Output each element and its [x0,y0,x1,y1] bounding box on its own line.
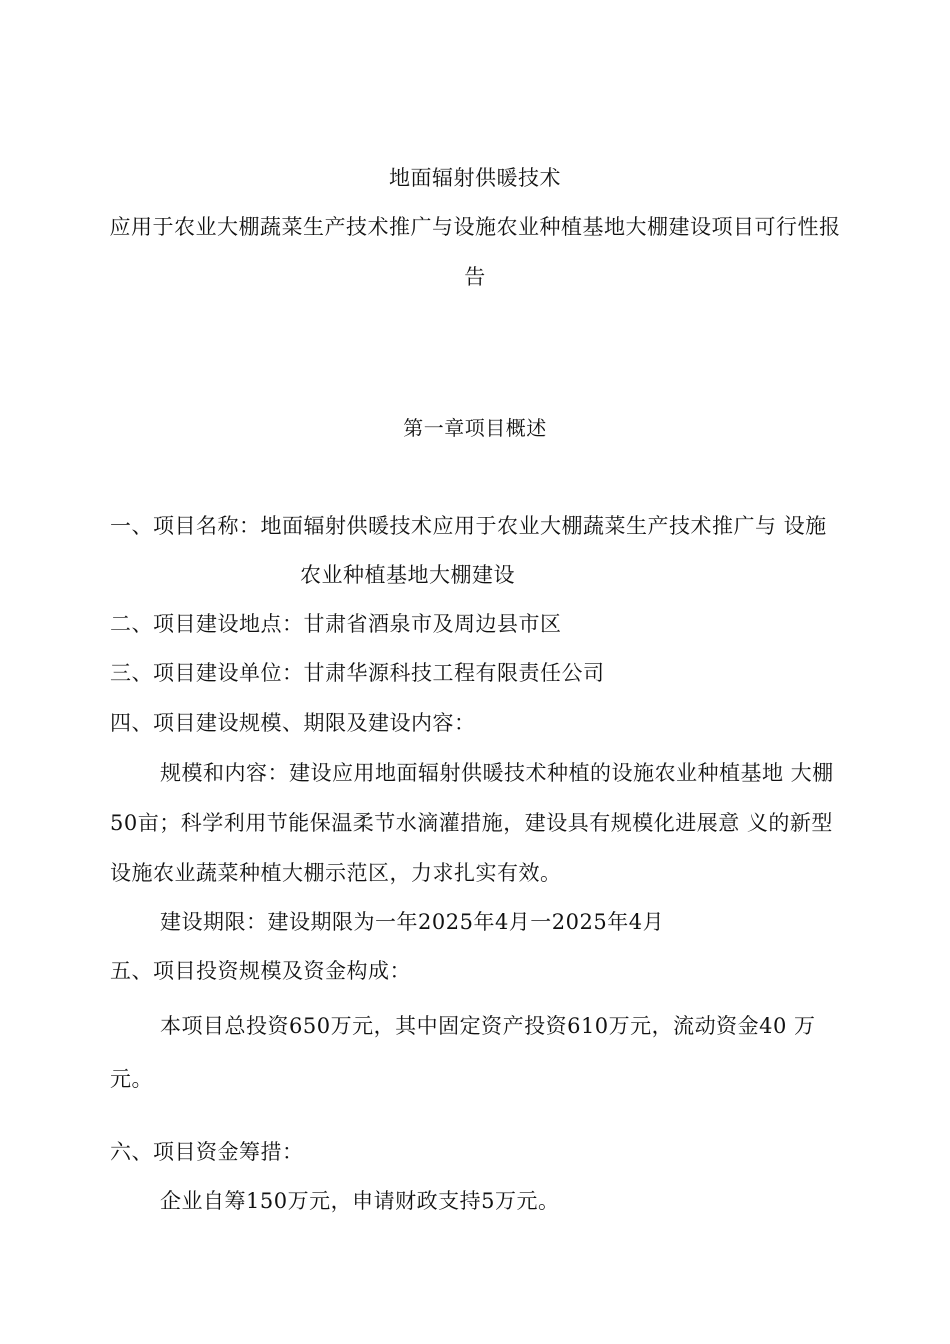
chapter-heading: 第一章项目概述 [403,416,547,440]
project-name-line-1: 一、项目名称：地面辐射供暖技术应用于农业大棚蔬菜生产技术推广与 设施 [110,514,827,538]
investment-line-1: 本项目总投资650万元，其中固定资产投资610万元，流动资金40 万 [160,1014,816,1038]
scale-line-2: 50亩；科学利用节能保温柔节水滴灌措施，建设具有规模化进展意 义的新型 [110,811,833,835]
scale-heading: 四、项目建设规模、期限及建设内容： [110,711,476,735]
investment-line-2: 元。 [110,1067,153,1091]
scale-line-1: 规模和内容：建设应用地面辐射供暖技术种植的设施农业种植基地 大棚 [160,761,834,785]
scale-line-3: 设施农业蔬菜种植大棚示范区，力求扎实有效。 [110,861,562,885]
title-line-2: 应用于农业大棚蔬菜生产技术推广与设施农业种植基地大棚建设项目可行性报 [109,215,841,239]
project-name-line-2: 农业种植基地大棚建设 [300,563,515,587]
title-line-1: 地面辐射供暖技术 [389,166,561,190]
investment-heading: 五、项目投资规模及资金构成： [110,959,411,983]
title-line-3: 告 [464,265,486,289]
project-unit: 三、项目建设单位：甘肃华源科技工程有限责任公司 [110,661,605,685]
funding-line-1: 企业自筹150万元，申请财政支持5万元。 [160,1189,560,1213]
construction-period: 建设期限：建设期限为一年2025年4月一2025年4月 [160,910,665,934]
project-location: 二、项目建设地点：甘肃省酒泉市及周边县市区 [110,612,562,636]
funding-heading: 六、项目资金筹措： [110,1140,304,1164]
